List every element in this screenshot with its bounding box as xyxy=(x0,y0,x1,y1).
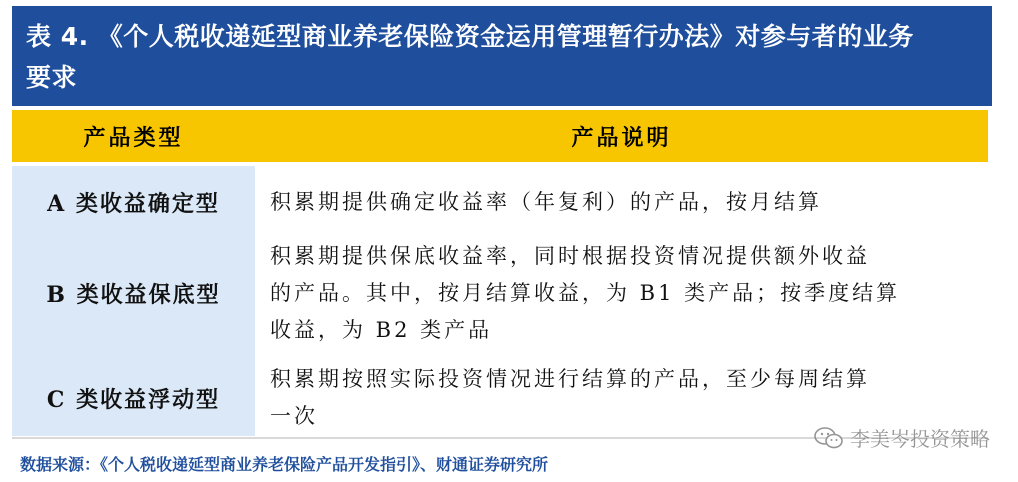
table-row xyxy=(12,176,988,228)
description-line: 收益，为 B2 类产品 xyxy=(270,317,493,342)
description-line: 积累期按照实际投资情况进行结算的产品，至少每周结算 xyxy=(270,367,870,391)
table-row xyxy=(12,238,988,348)
description-line: 一次 xyxy=(270,404,318,428)
description-line: 的产品。其中，按月结算收益，为 B1 类产品；按季度结算 xyxy=(270,280,901,305)
description-line: 积累期提供确定收益率（年复利）的产品，按月结算 xyxy=(270,189,822,214)
product-description-cell xyxy=(255,176,988,228)
table-title xyxy=(26,16,978,98)
header-product-type: 产品类型 xyxy=(83,124,184,151)
product-type-cell: A 类收益确定型 xyxy=(47,190,220,217)
table-title-line-1: 表 4. 《个人税收递延型商业养老保险资金运用管理暂行办法》对参与者的业务 xyxy=(26,22,914,51)
header-product-description: 产品说明 xyxy=(571,124,672,151)
source-note: 数据来源：《个人税收递延型商业养老保险产品开发指引》、财通证券研究所 xyxy=(20,455,549,474)
title-banner xyxy=(12,6,992,106)
wechat-icon xyxy=(814,427,844,449)
table-title-line-2: 要求 xyxy=(26,63,78,92)
product-type-cell: B 类收益保底型 xyxy=(46,281,221,308)
watermark-text: 李美岑投资策略 xyxy=(850,427,990,451)
product-description-cell xyxy=(255,238,988,348)
watermark xyxy=(814,423,990,452)
table-header-row xyxy=(12,110,988,162)
description-line: 积累期提供保底收益率，同时根据投资情况提供额外收益 xyxy=(270,243,870,268)
product-type-cell: C 类收益浮动型 xyxy=(46,386,221,413)
